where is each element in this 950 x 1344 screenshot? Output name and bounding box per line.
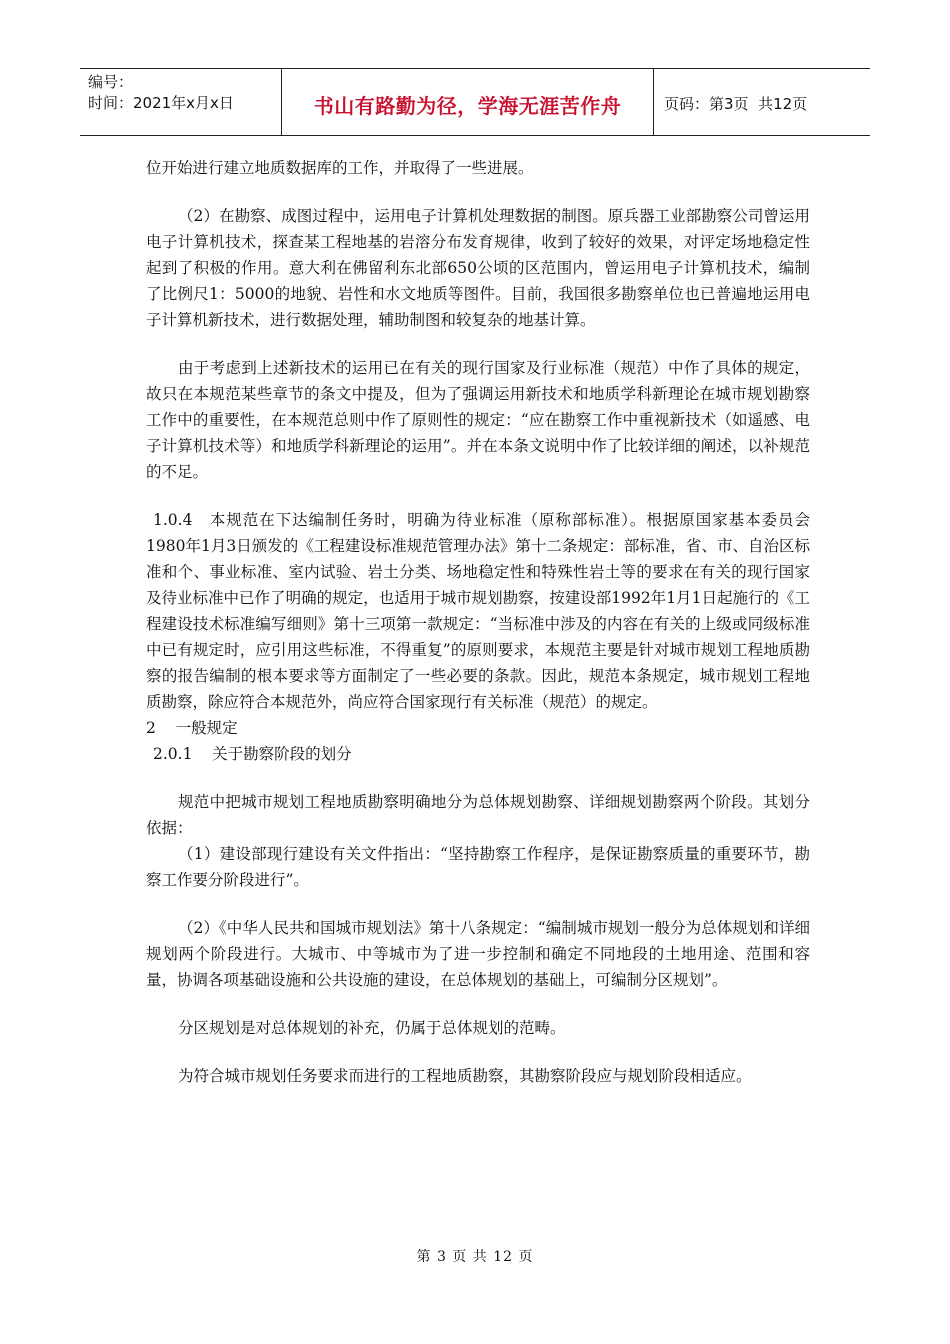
paragraph-continuation: 位开始进行建立地质数据库的工作，并取得了一些进展。 [146,159,534,177]
document-number-label: 编号： [88,73,134,91]
header-page-label: 页码：第3页 共12页 [664,94,808,113]
paragraph-stage-correspondence: 为符合城市规划任务要求而进行的工程地质勘察，其勘察阶段应与规划阶段相适应。 [178,1067,752,1085]
clause-heading-2-0-1: 2.0.1 关于勘察阶段的划分 [153,745,352,763]
paragraph-clause-1-0-4: 1.0.4 本规范在下达编制任务时，明确为待业标准（原称部标准）。根据原国家基本委员会1980年1月3日颁发的《工程建设标准规范管理办法》第十二条规定：部标准，省、市、自治区标准和个、事业标准、室内试验、岩土分类、场地稳定性和特殊性岩土等的要求在有关的现行国家及待业标准中已作了明确的规定，也适用于城市规划勘察，按建设部1992年1月1日起施行的《工程建设技术标准编写细则》第十三项第一款规定：“当标准中涉及的内容在有关的上级或同级标准中已有规定时，应引用这些标准，不得重复”的原则要求，本规范主要是针对城市规划工程地质勘察的报告编制的根本要求等方面制定了一些必要的条款。因此，规范本条规定，城市规划工程地质勘察，除应符合本规范外，尚应符合国家现行有关标准（规范）的规定。 [146,511,810,711]
footer-page-number: 第 3 页 共 12 页 [416,1249,534,1265]
paragraph-basis-1: （1）建设部现行建设有关文件指出：“坚持勘察工作程序，是保证勘察质量的重要环节，勘察工作要分阶段进行”。 [146,845,810,889]
page-header [80,68,870,136]
header-page-info [654,69,870,135]
page-footer [0,1246,950,1266]
paragraph-new-technology-note: 由于考虑到上述新技术的运用已在有关的现行国家及行业标准（规范）中作了具体的规定，故只在本规范某些章节的条文中提及，但为了强调运用新技术和地质学科新理论在城市规划勘察工作中的重要性，在本规范总则中作了原则性的规定：“应在勘察工作中重视新技术（如遥感、电子计算机技术等）和地质学科新理论的运用”。并在本条文说明中作了比较详细的阐述，以补规范的不足。 [146,359,810,481]
section-heading-2: 2 一般规定 [146,719,238,737]
paragraph-basis-2: （2）《中华人民共和国城市规划法》第十八条规定：“编制城市规划一般分为总体规划和详细规划两个阶段进行。大城市、中等城市为了进一步控制和确定不同地段的土地用途、范围和容量，协调各项基础设施和公共设施的建设，在总体规划的基础上，可编制分区规划”。 [146,919,810,989]
paragraph-stage-division: 规范中把城市规划工程地质勘察明确地分为总体规划勘察、详细规划勘察两个阶段。其划分依据： [146,793,810,837]
header-motto: 书山有路勤为径，学海无涯苦作舟 [282,69,654,135]
paragraph-district-planning: 分区规划是对总体规划的补充，仍属于总体规划的范畴。 [178,1019,566,1037]
header-meta [80,69,282,135]
paragraph-item-2-computer-mapping: （2）在勘察、成图过程中，运用电子计算机处理数据的制图。原兵器工业部勘察公司曾运用电子计算机技术，探查某工程地基的岩溶分布发育规律，收到了较好的效果，对评定场地稳定性起到了积极的作用。意大利在佛留利东北部650公顷的区范围内，曾运用电子计算机技术，编制了比例尺1：5000的地貌、岩性和水文地质等图件。目前，我国很多勘察单位也已普遍地运用电子计算机新技术，进行数据处理，辅助制图和较复杂的地基计算。 [146,207,810,329]
document-body [146,155,810,1089]
document-date-label: 时间：2021年x月x日 [88,94,234,112]
